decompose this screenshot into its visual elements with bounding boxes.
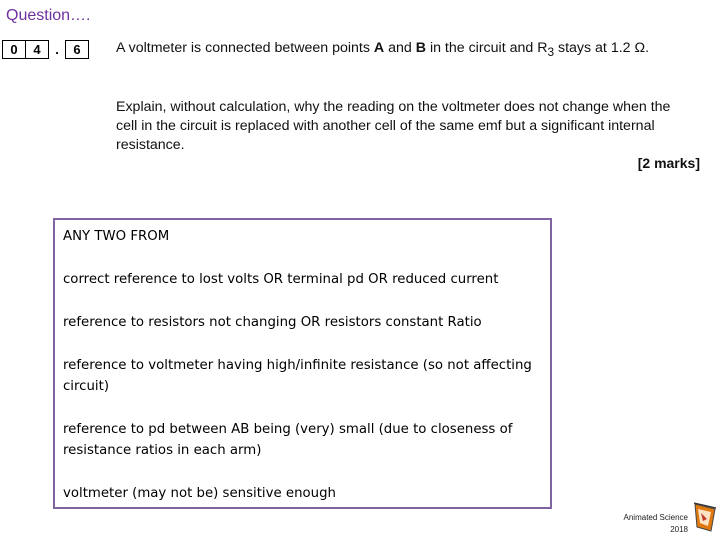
question-number-box: 0: [2, 40, 26, 59]
and-word: and: [388, 40, 412, 56]
animated-science-logo-icon: [692, 500, 718, 534]
question-number-box: 4: [26, 40, 49, 59]
question-stem: [116, 39, 691, 62]
point-a: A: [373, 40, 385, 56]
stays-at-text: stays at: [557, 40, 607, 56]
brand-name: Animated Science: [623, 513, 688, 522]
answer-item: reference to pd between AB being (very) small (due to closeness of resistance ratios in each arm): [63, 422, 513, 458]
page-title: Question….: [6, 7, 91, 24]
question-line1-rest: in the circuit and R: [429, 40, 548, 56]
marks-label: [2 marks]: [637, 155, 700, 171]
answer-item: reference to voltmeter having high/infinite resistance (so not affecting circuit): [63, 358, 532, 394]
answer-heading: ANY TWO FROM: [63, 229, 170, 244]
question-part-box: 6: [65, 40, 89, 59]
question-line1: A voltmeter is connected between points: [116, 40, 370, 56]
resistor-subscript: 3: [547, 44, 555, 59]
resistance-value: 1.2 Ω.: [610, 40, 650, 56]
answer-item: reference to resistors not changing OR resistors constant Ratio: [63, 315, 482, 330]
question-number: [2, 40, 89, 59]
question-instruction: Explain, without calculation, why the reading on the voltmeter does not change when the cell in the circuit is replaced with another cell of the same emf but a significant internal resistance.: [116, 99, 671, 153]
answer-item: correct reference to lost volts OR terminal pd OR reduced current: [63, 272, 499, 287]
answer-item: voltmeter (may not be) sensitive enough: [63, 486, 336, 501]
mark-scheme-box: [53, 218, 552, 509]
point-b: B: [415, 40, 426, 56]
brand-credit: [604, 512, 688, 536]
brand-year: 2018: [670, 525, 688, 534]
question-separator: .: [55, 42, 59, 57]
